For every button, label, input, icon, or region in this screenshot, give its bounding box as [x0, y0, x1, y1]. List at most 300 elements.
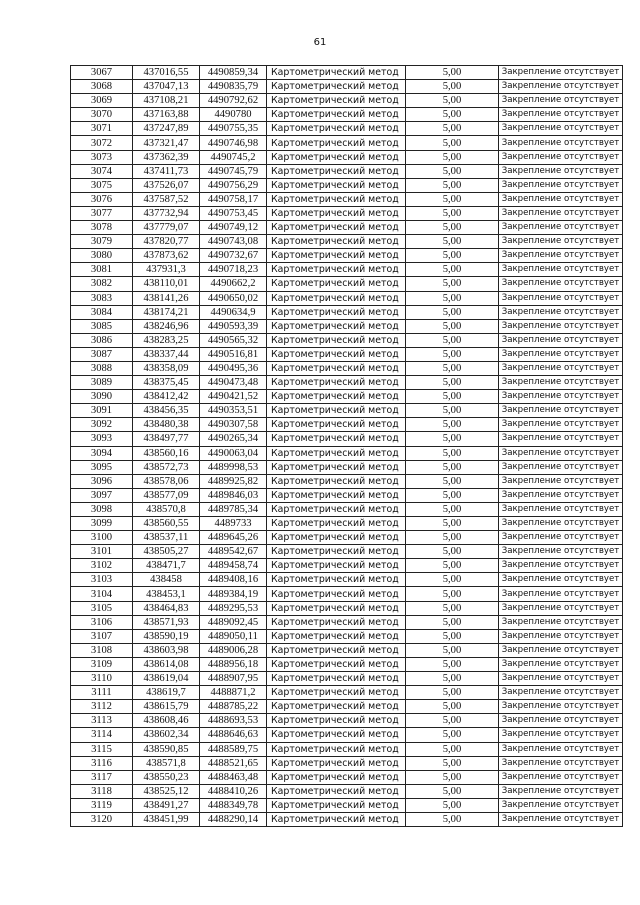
table-row	[71, 277, 623, 291]
accuracy-cell: 5,00	[406, 150, 499, 164]
fixation-note-cell: Закрепление отсутствует	[499, 319, 623, 333]
point-number-cell: 3078	[71, 221, 133, 235]
method-cell: Картометрический метод	[267, 235, 406, 249]
accuracy-cell: 5,00	[406, 249, 499, 263]
fixation-note-cell: Закрепление отсутствует	[499, 700, 623, 714]
point-number-cell: 3091	[71, 404, 133, 418]
point-number-cell: 3113	[71, 714, 133, 728]
point-number-cell: 3075	[71, 178, 133, 192]
x-coordinate-cell: 437820,77	[133, 235, 200, 249]
method-cell: Картометрический метод	[267, 249, 406, 263]
accuracy-cell: 5,00	[406, 376, 499, 390]
accuracy-cell: 5,00	[406, 418, 499, 432]
method-cell: Картометрический метод	[267, 657, 406, 671]
y-coordinate-cell: 4490495,36	[200, 361, 267, 375]
table-row	[71, 432, 623, 446]
fixation-note-cell: Закрепление отсутствует	[499, 66, 623, 80]
x-coordinate-cell: 437779,07	[133, 221, 200, 235]
y-coordinate-cell: 4490743,08	[200, 235, 267, 249]
accuracy-cell: 5,00	[406, 404, 499, 418]
table-row	[71, 460, 623, 474]
point-number-cell: 3068	[71, 80, 133, 94]
y-coordinate-cell: 4490516,81	[200, 347, 267, 361]
x-coordinate-cell: 438453,1	[133, 587, 200, 601]
fixation-note-cell: Закрепление отсутствует	[499, 474, 623, 488]
fixation-note-cell: Закрепление отсутствует	[499, 347, 623, 361]
x-coordinate-cell: 437163,88	[133, 108, 200, 122]
point-number-cell: 3097	[71, 488, 133, 502]
accuracy-cell: 5,00	[406, 573, 499, 587]
table-row	[71, 221, 623, 235]
point-number-cell: 3116	[71, 756, 133, 770]
y-coordinate-cell: 4490265,34	[200, 432, 267, 446]
method-cell: Картометрический метод	[267, 150, 406, 164]
table-row	[71, 474, 623, 488]
fixation-note-cell: Закрепление отсутствует	[499, 333, 623, 347]
y-coordinate-cell: 4490859,34	[200, 66, 267, 80]
method-cell: Картометрический метод	[267, 192, 406, 206]
point-number-cell: 3102	[71, 559, 133, 573]
x-coordinate-cell: 438110,01	[133, 277, 200, 291]
x-coordinate-cell: 437587,52	[133, 192, 200, 206]
method-cell: Картометрический метод	[267, 573, 406, 587]
y-coordinate-cell: 4489785,34	[200, 502, 267, 516]
method-cell: Картометрический метод	[267, 94, 406, 108]
accuracy-cell: 5,00	[406, 206, 499, 220]
point-number-cell: 3106	[71, 615, 133, 629]
point-number-cell: 3087	[71, 347, 133, 361]
x-coordinate-cell: 438578,06	[133, 474, 200, 488]
method-cell: Картометрический метод	[267, 714, 406, 728]
accuracy-cell: 5,00	[406, 798, 499, 812]
table-row	[71, 559, 623, 573]
fixation-note-cell: Закрепление отсутствует	[499, 517, 623, 531]
x-coordinate-cell: 438619,7	[133, 686, 200, 700]
method-cell: Картометрический метод	[267, 531, 406, 545]
point-number-cell: 3088	[71, 361, 133, 375]
method-cell: Картометрический метод	[267, 672, 406, 686]
x-coordinate-cell: 437362,39	[133, 150, 200, 164]
fixation-note-cell: Закрепление отсутствует	[499, 235, 623, 249]
accuracy-cell: 5,00	[406, 164, 499, 178]
x-coordinate-cell: 438603,98	[133, 643, 200, 657]
point-number-cell: 3071	[71, 122, 133, 136]
method-cell: Картометрический метод	[267, 333, 406, 347]
fixation-note-cell: Закрепление отсутствует	[499, 587, 623, 601]
accuracy-cell: 5,00	[406, 488, 499, 502]
x-coordinate-cell: 437411,73	[133, 164, 200, 178]
point-number-cell: 3072	[71, 136, 133, 150]
accuracy-cell: 5,00	[406, 221, 499, 235]
point-number-cell: 3080	[71, 249, 133, 263]
point-number-cell: 3095	[71, 460, 133, 474]
point-number-cell: 3101	[71, 545, 133, 559]
fixation-note-cell: Закрепление отсутствует	[499, 206, 623, 220]
table-row	[71, 615, 623, 629]
fixation-note-cell: Закрепление отсутствует	[499, 559, 623, 573]
x-coordinate-cell: 438497,77	[133, 432, 200, 446]
accuracy-cell: 5,00	[406, 122, 499, 136]
fixation-note-cell: Закрепление отсутствует	[499, 192, 623, 206]
y-coordinate-cell: 4489295,53	[200, 601, 267, 615]
point-number-cell: 3067	[71, 66, 133, 80]
method-cell: Картометрический метод	[267, 460, 406, 474]
x-coordinate-cell: 438572,73	[133, 460, 200, 474]
table-row	[71, 517, 623, 531]
accuracy-cell: 5,00	[406, 742, 499, 756]
fixation-note-cell: Закрепление отсутствует	[499, 178, 623, 192]
accuracy-cell: 5,00	[406, 446, 499, 460]
point-number-cell: 3105	[71, 601, 133, 615]
accuracy-cell: 5,00	[406, 784, 499, 798]
accuracy-cell: 5,00	[406, 714, 499, 728]
method-cell: Картометрический метод	[267, 347, 406, 361]
method-cell: Картометрический метод	[267, 122, 406, 136]
accuracy-cell: 5,00	[406, 686, 499, 700]
method-cell: Картометрический метод	[267, 643, 406, 657]
fixation-note-cell: Закрепление отсутствует	[499, 545, 623, 559]
x-coordinate-cell: 437526,07	[133, 178, 200, 192]
y-coordinate-cell: 4490063,04	[200, 446, 267, 460]
accuracy-cell: 5,00	[406, 460, 499, 474]
x-coordinate-cell: 438283,25	[133, 333, 200, 347]
method-cell: Картометрический метод	[267, 446, 406, 460]
x-coordinate-cell: 438570,8	[133, 502, 200, 516]
table-row	[71, 206, 623, 220]
accuracy-cell: 5,00	[406, 347, 499, 361]
fixation-note-cell: Закрепление отсутствует	[499, 404, 623, 418]
y-coordinate-cell: 4489733	[200, 517, 267, 531]
fixation-note-cell: Закрепление отсутствует	[499, 812, 623, 826]
table-row	[71, 714, 623, 728]
table-row	[71, 361, 623, 375]
table-row	[71, 643, 623, 657]
y-coordinate-cell: 4488785,22	[200, 700, 267, 714]
fixation-note-cell: Закрепление отсутствует	[499, 94, 623, 108]
point-number-cell: 3090	[71, 390, 133, 404]
method-cell: Картометрический метод	[267, 700, 406, 714]
y-coordinate-cell: 4490565,32	[200, 333, 267, 347]
accuracy-cell: 5,00	[406, 657, 499, 671]
accuracy-cell: 5,00	[406, 615, 499, 629]
x-coordinate-cell: 438550,23	[133, 770, 200, 784]
method-cell: Картометрический метод	[267, 432, 406, 446]
point-number-cell: 3073	[71, 150, 133, 164]
method-cell: Картометрический метод	[267, 629, 406, 643]
x-coordinate-cell: 438590,85	[133, 742, 200, 756]
table-row	[71, 756, 623, 770]
accuracy-cell: 5,00	[406, 502, 499, 516]
accuracy-cell: 5,00	[406, 601, 499, 615]
table-row	[71, 446, 623, 460]
x-coordinate-cell: 438358,09	[133, 361, 200, 375]
accuracy-cell: 5,00	[406, 80, 499, 94]
table-row	[71, 192, 623, 206]
table-row	[71, 94, 623, 108]
method-cell: Картометрический метод	[267, 390, 406, 404]
x-coordinate-cell: 437016,55	[133, 66, 200, 80]
method-cell: Картометрический метод	[267, 263, 406, 277]
table-row	[71, 164, 623, 178]
fixation-note-cell: Закрепление отсутствует	[499, 728, 623, 742]
fixation-note-cell: Закрепление отсутствует	[499, 432, 623, 446]
accuracy-cell: 5,00	[406, 700, 499, 714]
y-coordinate-cell: 4489092,45	[200, 615, 267, 629]
y-coordinate-cell: 4490593,39	[200, 319, 267, 333]
y-coordinate-cell: 4488410,26	[200, 784, 267, 798]
y-coordinate-cell: 4490756,29	[200, 178, 267, 192]
y-coordinate-cell: 4490718,23	[200, 263, 267, 277]
x-coordinate-cell: 438141,26	[133, 291, 200, 305]
y-coordinate-cell: 4488521,65	[200, 756, 267, 770]
x-coordinate-cell: 438577,09	[133, 488, 200, 502]
y-coordinate-cell: 4490780	[200, 108, 267, 122]
method-cell: Картометрический метод	[267, 545, 406, 559]
fixation-note-cell: Закрепление отсутствует	[499, 756, 623, 770]
point-number-cell: 3094	[71, 446, 133, 460]
method-cell: Картометрический метод	[267, 502, 406, 516]
table-row	[71, 770, 623, 784]
y-coordinate-cell: 4488646,63	[200, 728, 267, 742]
fixation-note-cell: Закрепление отсутствует	[499, 686, 623, 700]
y-coordinate-cell: 4488907,95	[200, 672, 267, 686]
fixation-note-cell: Закрепление отсутствует	[499, 164, 623, 178]
table-row	[71, 235, 623, 249]
method-cell: Картометрический метод	[267, 319, 406, 333]
point-number-cell: 3084	[71, 305, 133, 319]
point-number-cell: 3099	[71, 517, 133, 531]
table-row	[71, 545, 623, 559]
table-row	[71, 784, 623, 798]
fixation-note-cell: Закрепление отсутствует	[499, 277, 623, 291]
point-number-cell: 3077	[71, 206, 133, 220]
method-cell: Картометрический метод	[267, 601, 406, 615]
y-coordinate-cell: 4490307,58	[200, 418, 267, 432]
method-cell: Картометрический метод	[267, 728, 406, 742]
point-number-cell: 3107	[71, 629, 133, 643]
y-coordinate-cell: 4489645,26	[200, 531, 267, 545]
y-coordinate-cell: 4490835,79	[200, 80, 267, 94]
table-row	[71, 150, 623, 164]
accuracy-cell: 5,00	[406, 517, 499, 531]
fixation-note-cell: Закрепление отсутствует	[499, 770, 623, 784]
fixation-note-cell: Закрепление отсутствует	[499, 798, 623, 812]
fixation-note-cell: Закрепление отсутствует	[499, 784, 623, 798]
fixation-note-cell: Закрепление отсутствует	[499, 657, 623, 671]
y-coordinate-cell: 4488290,14	[200, 812, 267, 826]
accuracy-cell: 5,00	[406, 108, 499, 122]
accuracy-cell: 5,00	[406, 770, 499, 784]
method-cell: Картометрический метод	[267, 221, 406, 235]
accuracy-cell: 5,00	[406, 333, 499, 347]
point-number-cell: 3089	[71, 376, 133, 390]
table-row	[71, 376, 623, 390]
accuracy-cell: 5,00	[406, 643, 499, 657]
method-cell: Картометрический метод	[267, 178, 406, 192]
table-row	[71, 812, 623, 826]
y-coordinate-cell: 4490662,2	[200, 277, 267, 291]
y-coordinate-cell: 4490792,62	[200, 94, 267, 108]
method-cell: Картометрический метод	[267, 798, 406, 812]
method-cell: Картометрический метод	[267, 136, 406, 150]
accuracy-cell: 5,00	[406, 66, 499, 80]
fixation-note-cell: Закрепление отсутствует	[499, 573, 623, 587]
accuracy-cell: 5,00	[406, 812, 499, 826]
point-number-cell: 3085	[71, 319, 133, 333]
accuracy-cell: 5,00	[406, 235, 499, 249]
y-coordinate-cell: 4489458,74	[200, 559, 267, 573]
y-coordinate-cell: 4490755,35	[200, 122, 267, 136]
fixation-note-cell: Закрепление отсутствует	[499, 531, 623, 545]
fixation-note-cell: Закрепление отсутствует	[499, 488, 623, 502]
fixation-note-cell: Закрепление отсутствует	[499, 615, 623, 629]
point-number-cell: 3119	[71, 798, 133, 812]
x-coordinate-cell: 438480,38	[133, 418, 200, 432]
accuracy-cell: 5,00	[406, 629, 499, 643]
x-coordinate-cell: 438412,42	[133, 390, 200, 404]
y-coordinate-cell: 4488693,53	[200, 714, 267, 728]
y-coordinate-cell: 4490746,98	[200, 136, 267, 150]
y-coordinate-cell: 4490353,51	[200, 404, 267, 418]
method-cell: Картометрический метод	[267, 305, 406, 319]
fixation-note-cell: Закрепление отсутствует	[499, 672, 623, 686]
point-number-cell: 3074	[71, 164, 133, 178]
table-row	[71, 502, 623, 516]
method-cell: Картометрический метод	[267, 277, 406, 291]
fixation-note-cell: Закрепление отсутствует	[499, 460, 623, 474]
x-coordinate-cell: 438451,99	[133, 812, 200, 826]
x-coordinate-cell: 438375,45	[133, 376, 200, 390]
y-coordinate-cell: 4490749,12	[200, 221, 267, 235]
page-number: 61	[313, 37, 327, 48]
coordinates-table	[70, 65, 623, 827]
accuracy-cell: 5,00	[406, 178, 499, 192]
point-number-cell: 3118	[71, 784, 133, 798]
y-coordinate-cell: 4489050,11	[200, 629, 267, 643]
accuracy-cell: 5,00	[406, 136, 499, 150]
point-number-cell: 3104	[71, 587, 133, 601]
y-coordinate-cell: 4488956,18	[200, 657, 267, 671]
method-cell: Картометрический метод	[267, 559, 406, 573]
accuracy-cell: 5,00	[406, 305, 499, 319]
method-cell: Картометрический метод	[267, 418, 406, 432]
table-row	[71, 178, 623, 192]
y-coordinate-cell: 4490634,9	[200, 305, 267, 319]
table-row	[71, 798, 623, 812]
table-row	[71, 249, 623, 263]
point-number-cell: 3108	[71, 643, 133, 657]
x-coordinate-cell: 438456,35	[133, 404, 200, 418]
y-coordinate-cell: 4490745,2	[200, 150, 267, 164]
table-row	[71, 390, 623, 404]
y-coordinate-cell: 4490732,67	[200, 249, 267, 263]
method-cell: Картометрический метод	[267, 80, 406, 94]
fixation-note-cell: Закрепление отсутствует	[499, 122, 623, 136]
table-row	[71, 136, 623, 150]
method-cell: Картометрический метод	[267, 164, 406, 178]
accuracy-cell: 5,00	[406, 390, 499, 404]
point-number-cell: 3100	[71, 531, 133, 545]
y-coordinate-cell: 4489998,53	[200, 460, 267, 474]
x-coordinate-cell: 438471,7	[133, 559, 200, 573]
table-row	[71, 404, 623, 418]
fixation-note-cell: Закрепление отсутствует	[499, 418, 623, 432]
y-coordinate-cell: 4489846,03	[200, 488, 267, 502]
point-number-cell: 3093	[71, 432, 133, 446]
table-row	[71, 601, 623, 615]
method-cell: Картометрический метод	[267, 756, 406, 770]
method-cell: Картометрический метод	[267, 66, 406, 80]
table-row	[71, 263, 623, 277]
table-row	[71, 488, 623, 502]
fixation-note-cell: Закрепление отсутствует	[499, 136, 623, 150]
table-row	[71, 672, 623, 686]
accuracy-cell: 5,00	[406, 291, 499, 305]
y-coordinate-cell: 4489542,67	[200, 545, 267, 559]
x-coordinate-cell: 438615,79	[133, 700, 200, 714]
point-number-cell: 3082	[71, 277, 133, 291]
point-number-cell: 3117	[71, 770, 133, 784]
point-number-cell: 3070	[71, 108, 133, 122]
method-cell: Картометрический метод	[267, 488, 406, 502]
table-row	[71, 531, 623, 545]
x-coordinate-cell: 438560,16	[133, 446, 200, 460]
x-coordinate-cell: 437047,13	[133, 80, 200, 94]
method-cell: Картометрический метод	[267, 474, 406, 488]
table-row	[71, 66, 623, 80]
x-coordinate-cell: 437321,47	[133, 136, 200, 150]
y-coordinate-cell: 4490650,02	[200, 291, 267, 305]
accuracy-cell: 5,00	[406, 432, 499, 446]
fixation-note-cell: Закрепление отсутствует	[499, 629, 623, 643]
table-row	[71, 657, 623, 671]
accuracy-cell: 5,00	[406, 94, 499, 108]
x-coordinate-cell: 438174,21	[133, 305, 200, 319]
accuracy-cell: 5,00	[406, 192, 499, 206]
method-cell: Картометрический метод	[267, 517, 406, 531]
table-row	[71, 333, 623, 347]
point-number-cell: 3112	[71, 700, 133, 714]
y-coordinate-cell: 4490473,48	[200, 376, 267, 390]
method-cell: Картометрический метод	[267, 291, 406, 305]
x-coordinate-cell: 438246,96	[133, 319, 200, 333]
table-row	[71, 108, 623, 122]
x-coordinate-cell: 438619,04	[133, 672, 200, 686]
y-coordinate-cell: 4488349,78	[200, 798, 267, 812]
table-row	[71, 700, 623, 714]
x-coordinate-cell: 438590,19	[133, 629, 200, 643]
table-row	[71, 573, 623, 587]
method-cell: Картометрический метод	[267, 587, 406, 601]
method-cell: Картометрический метод	[267, 686, 406, 700]
point-number-cell: 3110	[71, 672, 133, 686]
fixation-note-cell: Закрепление отсутствует	[499, 601, 623, 615]
table-row	[71, 728, 623, 742]
y-coordinate-cell: 4488871,2	[200, 686, 267, 700]
method-cell: Картометрический метод	[267, 376, 406, 390]
y-coordinate-cell: 4490745,79	[200, 164, 267, 178]
method-cell: Картометрический метод	[267, 770, 406, 784]
method-cell: Картометрический метод	[267, 812, 406, 826]
x-coordinate-cell: 438337,44	[133, 347, 200, 361]
method-cell: Картометрический метод	[267, 361, 406, 375]
point-number-cell: 3083	[71, 291, 133, 305]
x-coordinate-cell: 438505,27	[133, 545, 200, 559]
x-coordinate-cell: 438525,12	[133, 784, 200, 798]
y-coordinate-cell: 4489006,28	[200, 643, 267, 657]
x-coordinate-cell: 438458	[133, 573, 200, 587]
table-row	[71, 347, 623, 361]
